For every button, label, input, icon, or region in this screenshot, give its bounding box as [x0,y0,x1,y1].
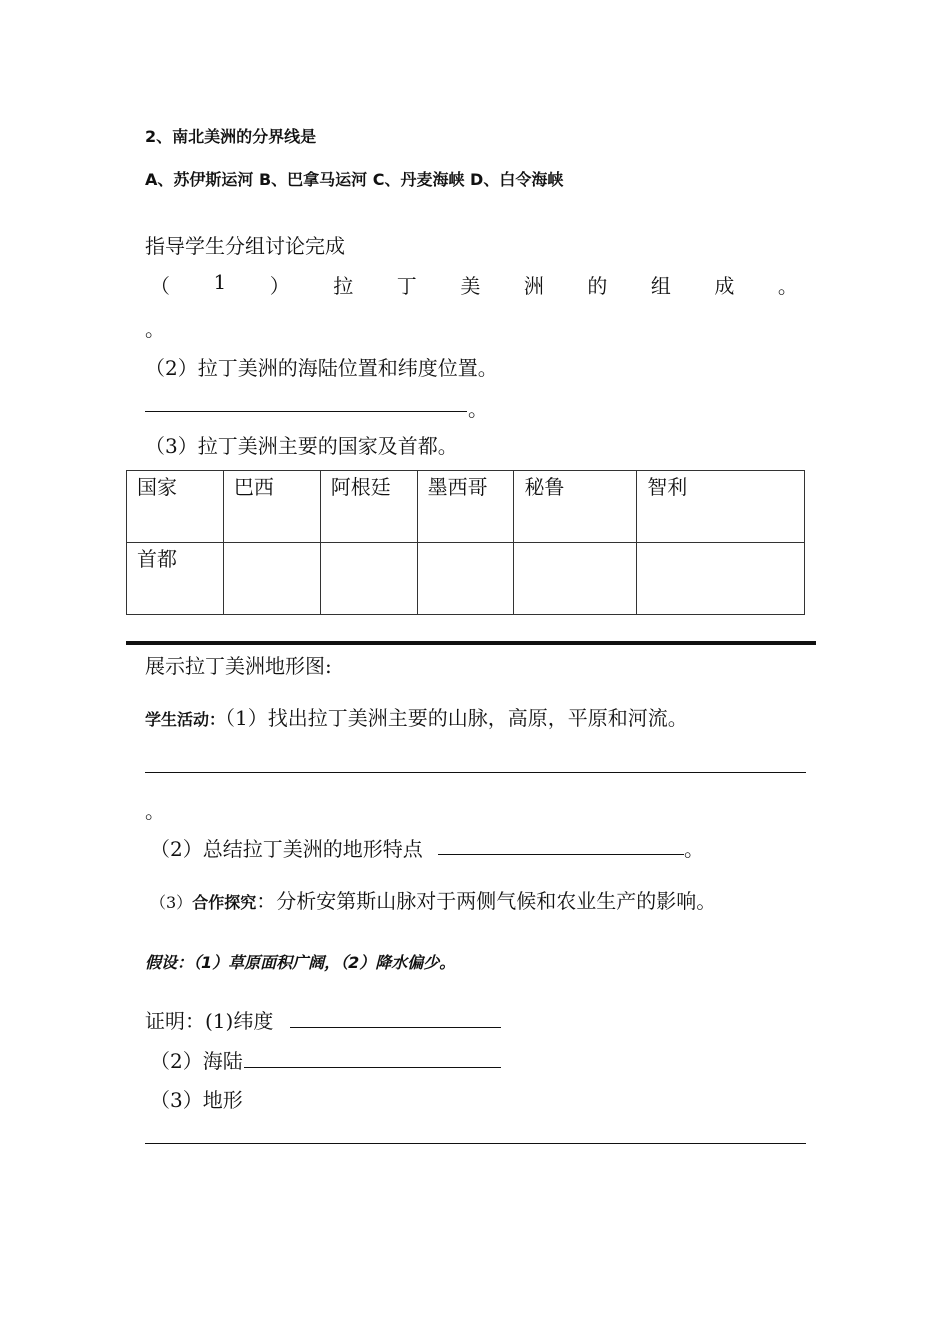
char: 1 [213,270,227,294]
capitals-table [126,470,805,615]
answer-line[interactable] [244,1067,501,1068]
answer-line[interactable] [145,772,806,773]
table-cell: 墨西哥 [417,471,514,543]
guide-item-1-tail: 。 [145,317,165,341]
table-cell: 国家 [127,471,224,543]
table-cell[interactable] [637,543,805,615]
table-cell: 巴西 [223,471,320,543]
guide-item-2: （2）拉丁美洲的海陆位置和纬度位置。 [145,356,498,380]
table-cell: 智利 [637,471,805,543]
activity-2-tail: 。 [684,837,704,861]
guide-item-1 [150,270,798,299]
char: 的 [587,274,608,298]
map-title: 展示拉丁美洲地形图: [145,654,332,678]
activity-3-num: （3） [150,893,193,912]
table-row [127,471,805,543]
proof-line-2: （2）海陆 [150,1049,243,1073]
table-cell: 秘鲁 [514,471,637,543]
activity-3-text: ：分析安第斯山脉对于两侧气候和农业生产的影响。 [256,889,717,913]
char: 美 [460,274,481,298]
guide-item-3: （3）拉丁美洲主要的国家及首都。 [145,434,458,458]
answer-line[interactable] [145,1143,806,1144]
char: 拉 [333,274,354,298]
activity-1 [145,702,688,731]
char: 丁 [396,274,417,298]
hypothesis-text: （1）草原面积广阔，（2）降水偏少。 [193,953,456,972]
table-cell[interactable] [417,543,514,615]
activity-1-text: （1）找出拉丁美洲主要的山脉，高原，平原和河流。 [225,706,688,730]
activity-1-tail: 。 [145,799,165,823]
table-cell[interactable] [514,543,637,615]
answer-line[interactable] [145,411,467,412]
guide-item-2-tail: 。 [468,397,488,421]
activity-3-label: 合作探究 [192,893,257,912]
table-cell: 首都 [127,543,224,615]
char: 洲 [523,274,544,298]
answer-line[interactable] [438,854,684,855]
answer-line[interactable] [290,1027,501,1028]
question-2-title: 2、南北美洲的分界线是 [145,127,317,146]
activity-2: （2）总结拉丁美洲的地形特点 [150,837,423,861]
section-divider [126,641,816,645]
hypothesis-label: 假设： [145,953,194,972]
char: 。 [777,274,798,298]
char: （ [150,274,170,298]
table-cell: 阿根廷 [320,471,417,543]
table-cell[interactable] [223,543,320,615]
char: 组 [650,274,671,298]
question-2-options: A、苏伊斯运河 B、巴拿马运河 C、丹麦海峡 D、白令海峡 [145,170,564,189]
hypothesis [145,950,455,973]
proof-line-3: （3）地形 [150,1088,243,1112]
activity-label: 学生活动： [145,710,226,729]
activity-3 [150,885,716,914]
char: 成 [714,274,735,298]
char: ） [269,274,290,298]
proof-line-1: 证明：(1)纬度 [145,1009,274,1033]
table-cell[interactable] [320,543,417,615]
table-row [127,543,805,615]
guide-title: 指导学生分组讨论完成 [145,234,345,258]
